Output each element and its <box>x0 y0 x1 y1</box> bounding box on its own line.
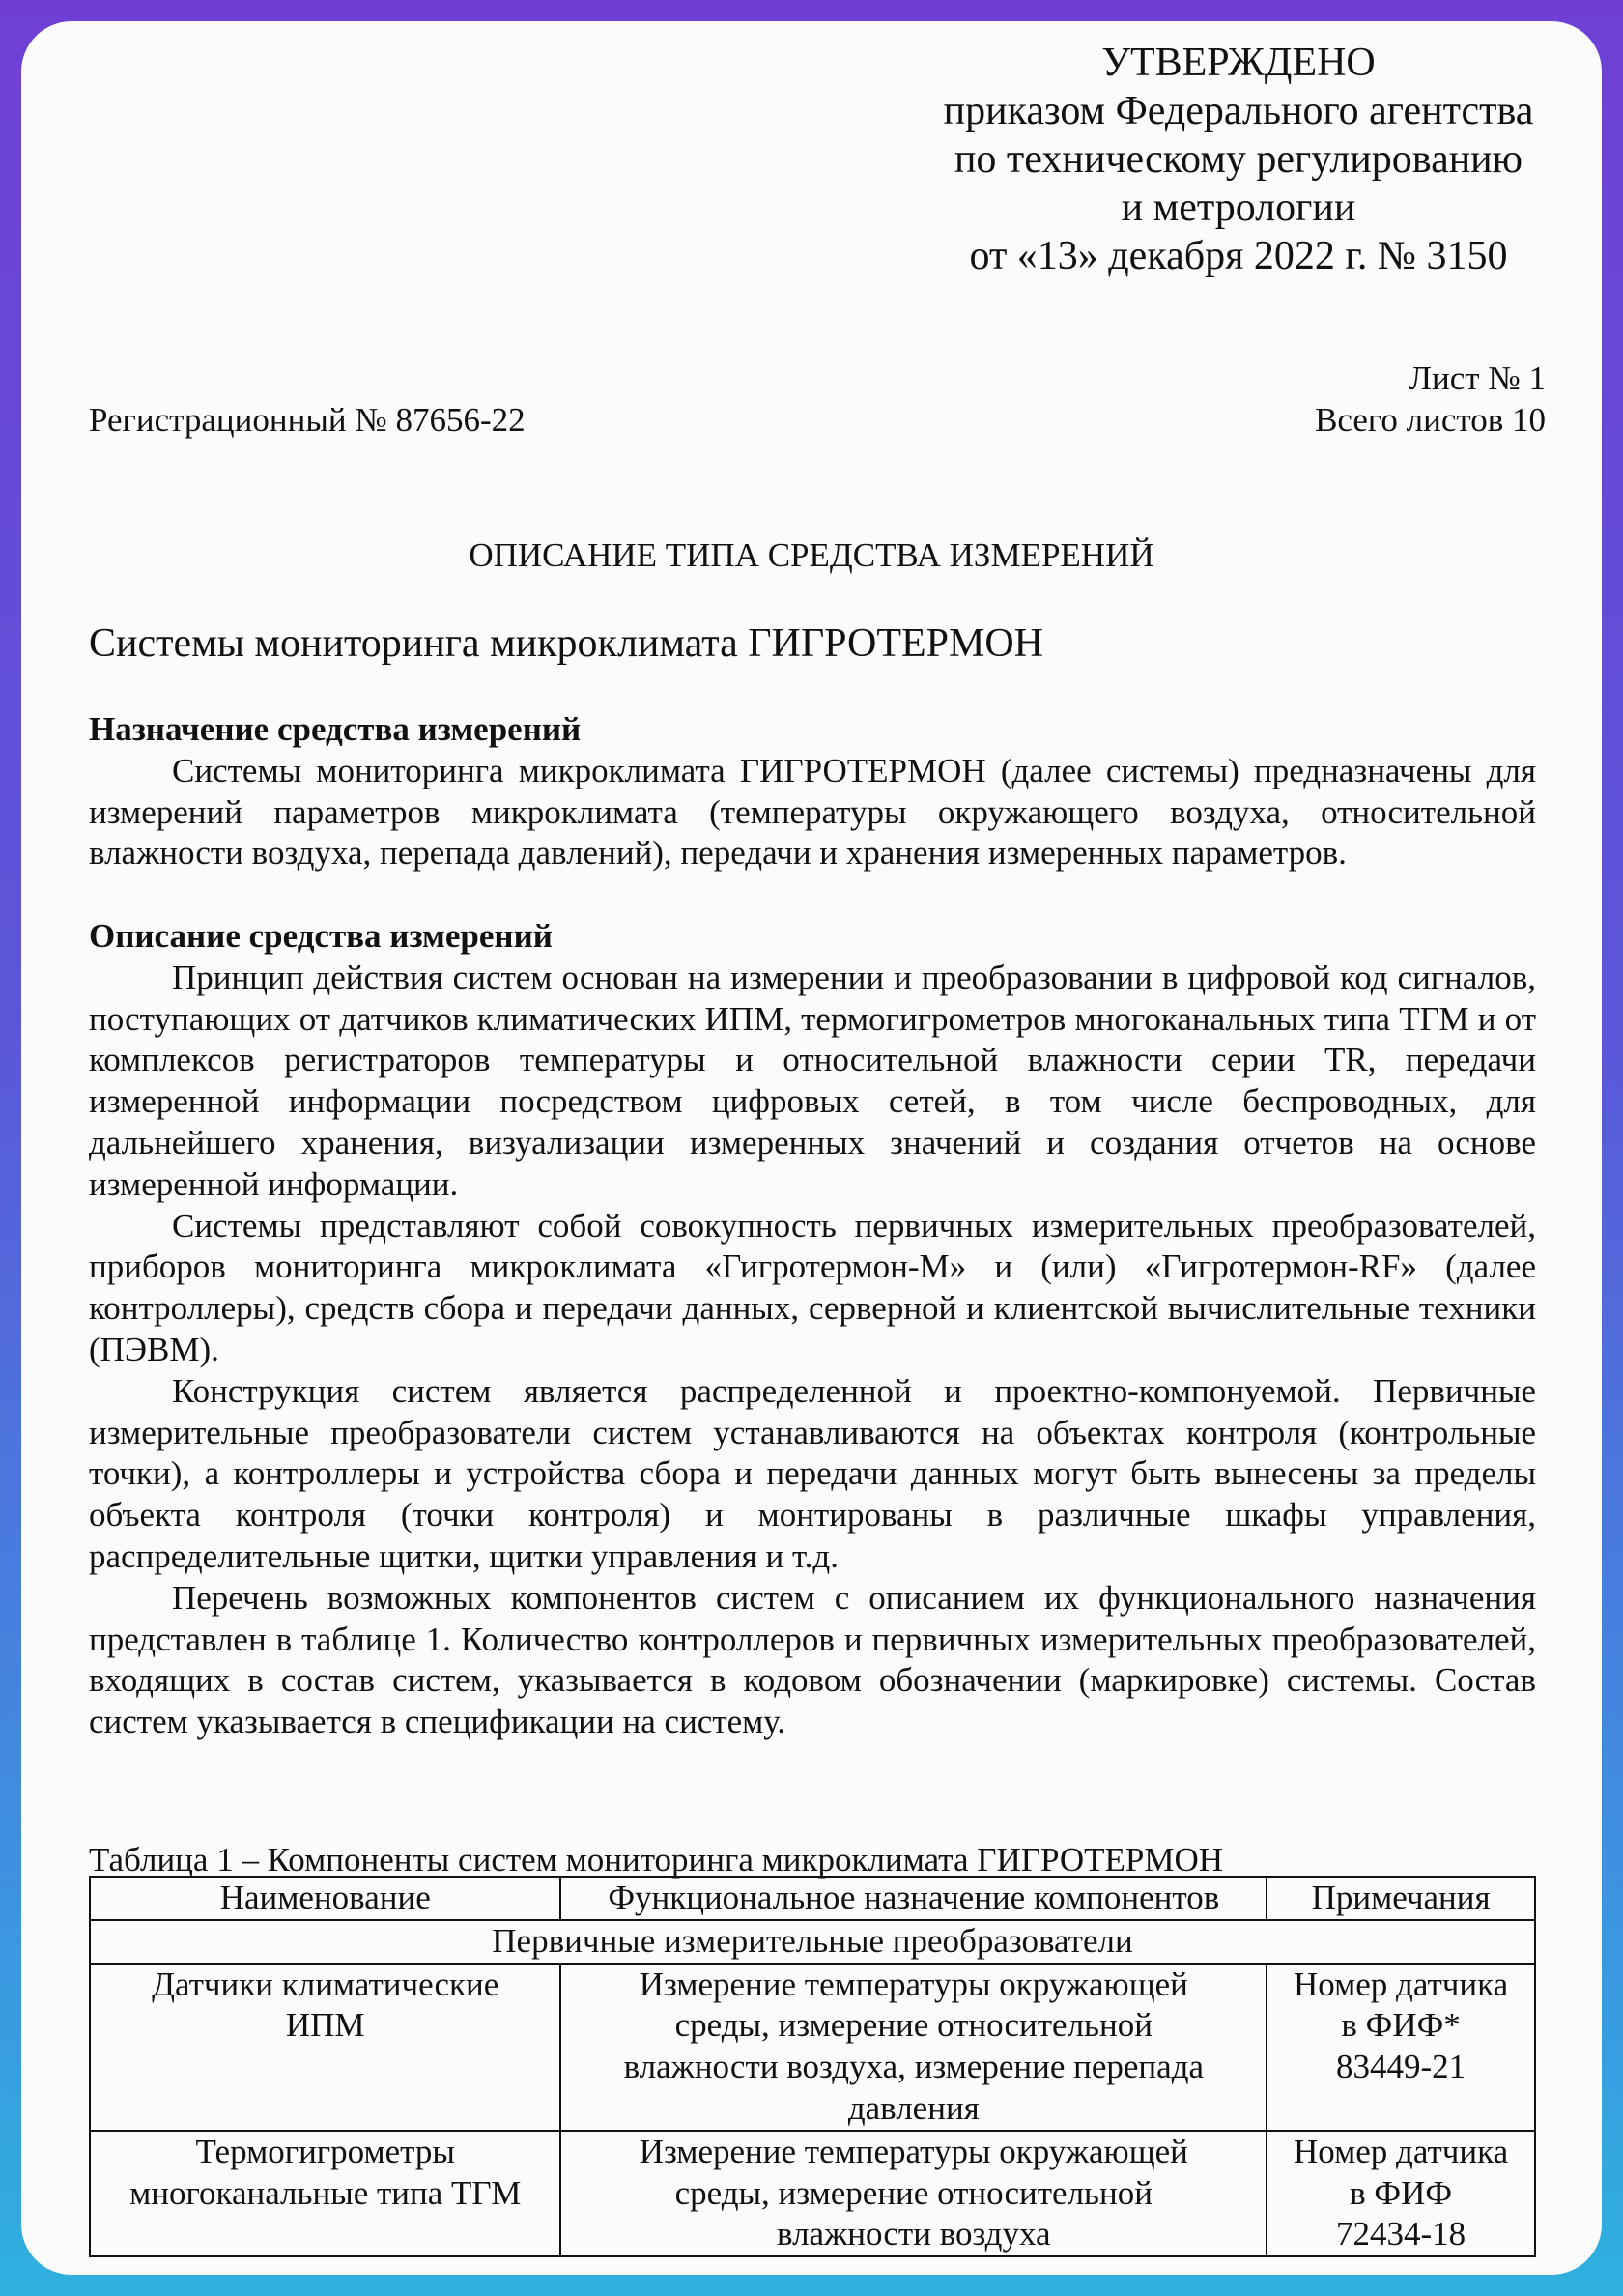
table-caption: Таблица 1 – Компоненты систем мониторинга микроклимата ГИГРОТЕРМОН <box>89 1841 1224 1879</box>
section-heading-description: Описание средства измерений <box>89 916 553 955</box>
paragraph: Системы мониторинга микроклимата ГИГРОТЕРМОН (далее системы) предназначены для измерений параметров микроклимата (температуры окружающего воздуха, относительной влажности воздуха, перепада давлений), передачи и хранения измеренных параметров. <box>89 751 1536 873</box>
approval-line: приказом Федерального агентства <box>943 89 1534 133</box>
table-header-cell: Примечания <box>1267 1877 1535 1920</box>
table-cell-function: Измерение температуры окружающей среды, измерение относительной влажности воздуха, измерение перепада давления <box>560 1964 1267 2131</box>
approval-heading: УТВЕРЖДЕНО <box>1101 41 1376 85</box>
document-type-heading: ОПИСАНИЕ ТИПА СРЕДСТВА ИЗМЕРЕНИЙ <box>469 536 1154 574</box>
table-cell-function: Измерение температуры окружающей среды, измерение относительной влажности воздуха <box>560 2131 1267 2256</box>
paragraph: Принцип действия систем основан на измерении и преобразовании в цифровой код сигналов, поступающих от датчиков климатических ИПМ, термогигрометров многоканальных типа ТГМ и от комплексов регистраторов температуры и относительной влажности серии TR, передачи измеренной информации посредством цифровых сетей, в том числе беспроводных, для дальнейшего хранения, визуализации измеренных значений и создания отчетов на основе измеренной информации. <box>89 958 1536 1203</box>
document-body <box>89 709 1536 1743</box>
table-header-cell: Функциональное назначение компонентов <box>560 1877 1267 1920</box>
table-group-cell: Первичные измерительные преобразователи <box>90 1920 1535 1964</box>
approval-date-number: от «13» декабря 2022 г. № 3150 <box>969 234 1508 278</box>
document-page <box>21 21 1602 2275</box>
document-title: Системы мониторинга микроклимата ГИГРОТЕРМОН <box>89 621 1044 666</box>
sheet-number: Лист № 1 <box>1409 359 1546 397</box>
table-cell-note: Номер датчика в ФИФ 72434-18 <box>1267 2131 1535 2256</box>
total-sheets: Всего листов 10 <box>1315 401 1546 439</box>
table-cell-note: Номер датчика в ФИФ* 83449-21 <box>1267 1964 1535 2131</box>
table-row <box>90 1964 1535 2131</box>
paragraph: Конструкция систем является распределенной и проектно-компонуемой. Первичные измерительные преобразователи систем устанавливаются на объектах контроля (контрольные точки), а контроллеры и устройства сбора и передачи данных могут быть вынесены за пределы объекта контроля (точки контроля) и монтированы в различные шкафы управления, распределительные щитки, щитки управления и т.д. <box>89 1371 1536 1575</box>
approval-stamp-block <box>910 39 1567 280</box>
table-header-cell: Наименование <box>90 1877 560 1920</box>
components-table <box>89 1876 1536 2257</box>
table-cell-name: Термогигрометры многоканальные типа ТГМ <box>90 2131 560 2256</box>
registration-number: Регистрационный № 87656-22 <box>89 401 526 439</box>
table-row <box>90 2131 1535 2256</box>
table-header-row <box>90 1877 1535 1920</box>
approval-line: и метрологии <box>1121 186 1356 230</box>
paragraph: Системы представляют собой совокупность первичных измерительных преобразователей, приборов мониторинга микроклимата «Гигротермон-М» и (или) «Гигротермон-RF» (далее контроллеры), средств сбора и передачи данных, серверной и клиентской вычислительные техники (ПЭВМ). <box>89 1206 1536 1368</box>
table-group-row <box>90 1920 1535 1964</box>
approval-line: по техническому регулированию <box>954 137 1523 182</box>
table-cell-name: Датчики климатические ИПМ <box>90 1964 560 2131</box>
section-heading-purpose: Назначение средства измерений <box>89 710 582 748</box>
paragraph: Перечень возможных компонентов систем с описанием их функционального назначения представлен в таблице 1. Количество контроллеров и первичных измерительных преобразователей, входящих в состав систем, указывается в кодовом обозначении (маркировке) системы. Состав систем указывается в спецификации на систему. <box>89 1578 1536 1741</box>
